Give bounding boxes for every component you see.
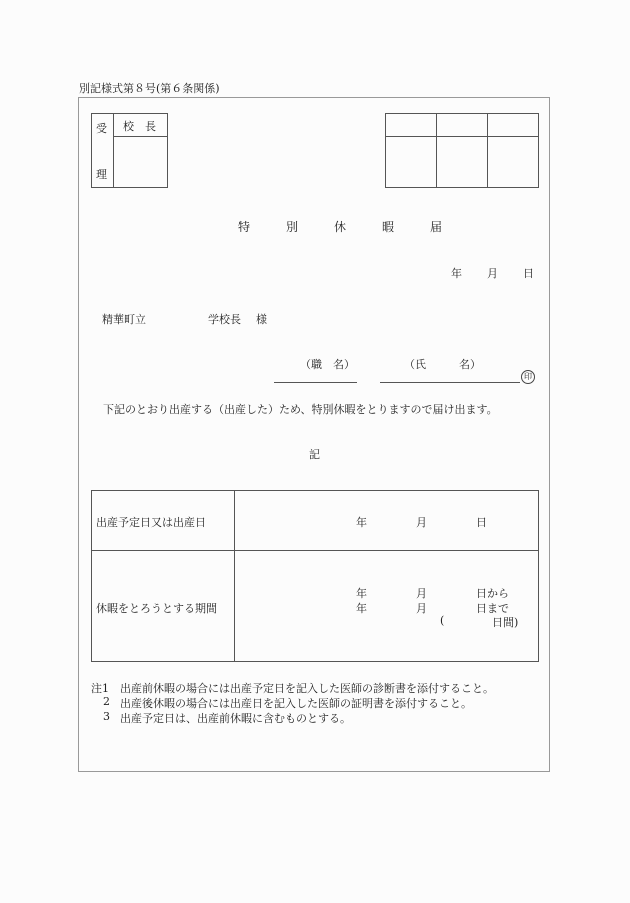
title-char: 届 (430, 220, 443, 234)
title-char: 特 (238, 220, 251, 234)
date-day: 日 (523, 267, 534, 280)
form-border (78, 97, 550, 772)
receipt-bottom: 理 (96, 168, 107, 181)
approval-grid (385, 113, 539, 188)
addressee-honorific: 様 (256, 313, 267, 326)
days-open: ( (440, 614, 445, 627)
from-day[interactable]: 日から (476, 587, 509, 600)
principal-seal-field[interactable] (114, 137, 167, 187)
position-label: （職 名） (300, 358, 355, 371)
addressee-town: 精華町立 (102, 313, 146, 326)
grid-col-divider (436, 113, 437, 188)
date-year: 年 (451, 267, 462, 280)
period-label: 休暇をとろうとする期間 (96, 602, 217, 615)
date-month: 月 (487, 267, 498, 280)
title-char: 休 (334, 220, 347, 234)
note-num: 注1 (91, 682, 109, 695)
position-field[interactable] (274, 382, 357, 383)
grid-row-divider (385, 136, 539, 137)
seal-icon: 印 (521, 370, 535, 384)
table-row-divider (91, 550, 539, 551)
note-text: 出産前休暇の場合には出産予定日を記入した医師の診断書を添付すること。 (120, 682, 494, 695)
receipt-top: 受 (96, 122, 107, 135)
note-text: 出産予定日は、出産前休暇に含むものとする。 (120, 712, 351, 725)
birth-year[interactable]: 年 (356, 516, 367, 529)
to-day[interactable]: 日まで (476, 602, 509, 615)
statement: 下記のとおり出産する（出産した）ため、特別休暇をとりますので届け出ます。 (103, 403, 498, 416)
from-year[interactable]: 年 (356, 587, 367, 600)
ki-heading: 記 (309, 448, 320, 461)
birth-date-label: 出産予定日又は出産日 (96, 516, 206, 529)
table-col-divider (234, 490, 235, 662)
name-label: （氏 名） (404, 358, 481, 371)
title-char: 暇 (382, 220, 395, 234)
to-month[interactable]: 月 (416, 602, 427, 615)
principal-label: 校 長 (123, 120, 156, 133)
grid-col-divider (487, 113, 488, 188)
days-close[interactable]: 日間) (492, 616, 519, 629)
name-field[interactable] (380, 382, 520, 383)
form-label: 別記様式第８号(第６条関係) (79, 82, 220, 95)
note-num: 3 (103, 710, 110, 723)
birth-day[interactable]: 日 (476, 516, 487, 529)
from-month[interactable]: 月 (416, 587, 427, 600)
note-text: 出産後休暇の場合には出産日を記入した医師の証明書を添付すること。 (120, 697, 472, 710)
to-year[interactable]: 年 (356, 602, 367, 615)
note-num: 2 (103, 695, 110, 708)
document-title (238, 218, 478, 235)
addressee-school: 学校長 (208, 313, 241, 326)
title-char: 別 (286, 220, 299, 234)
birth-month[interactable]: 月 (416, 516, 427, 529)
